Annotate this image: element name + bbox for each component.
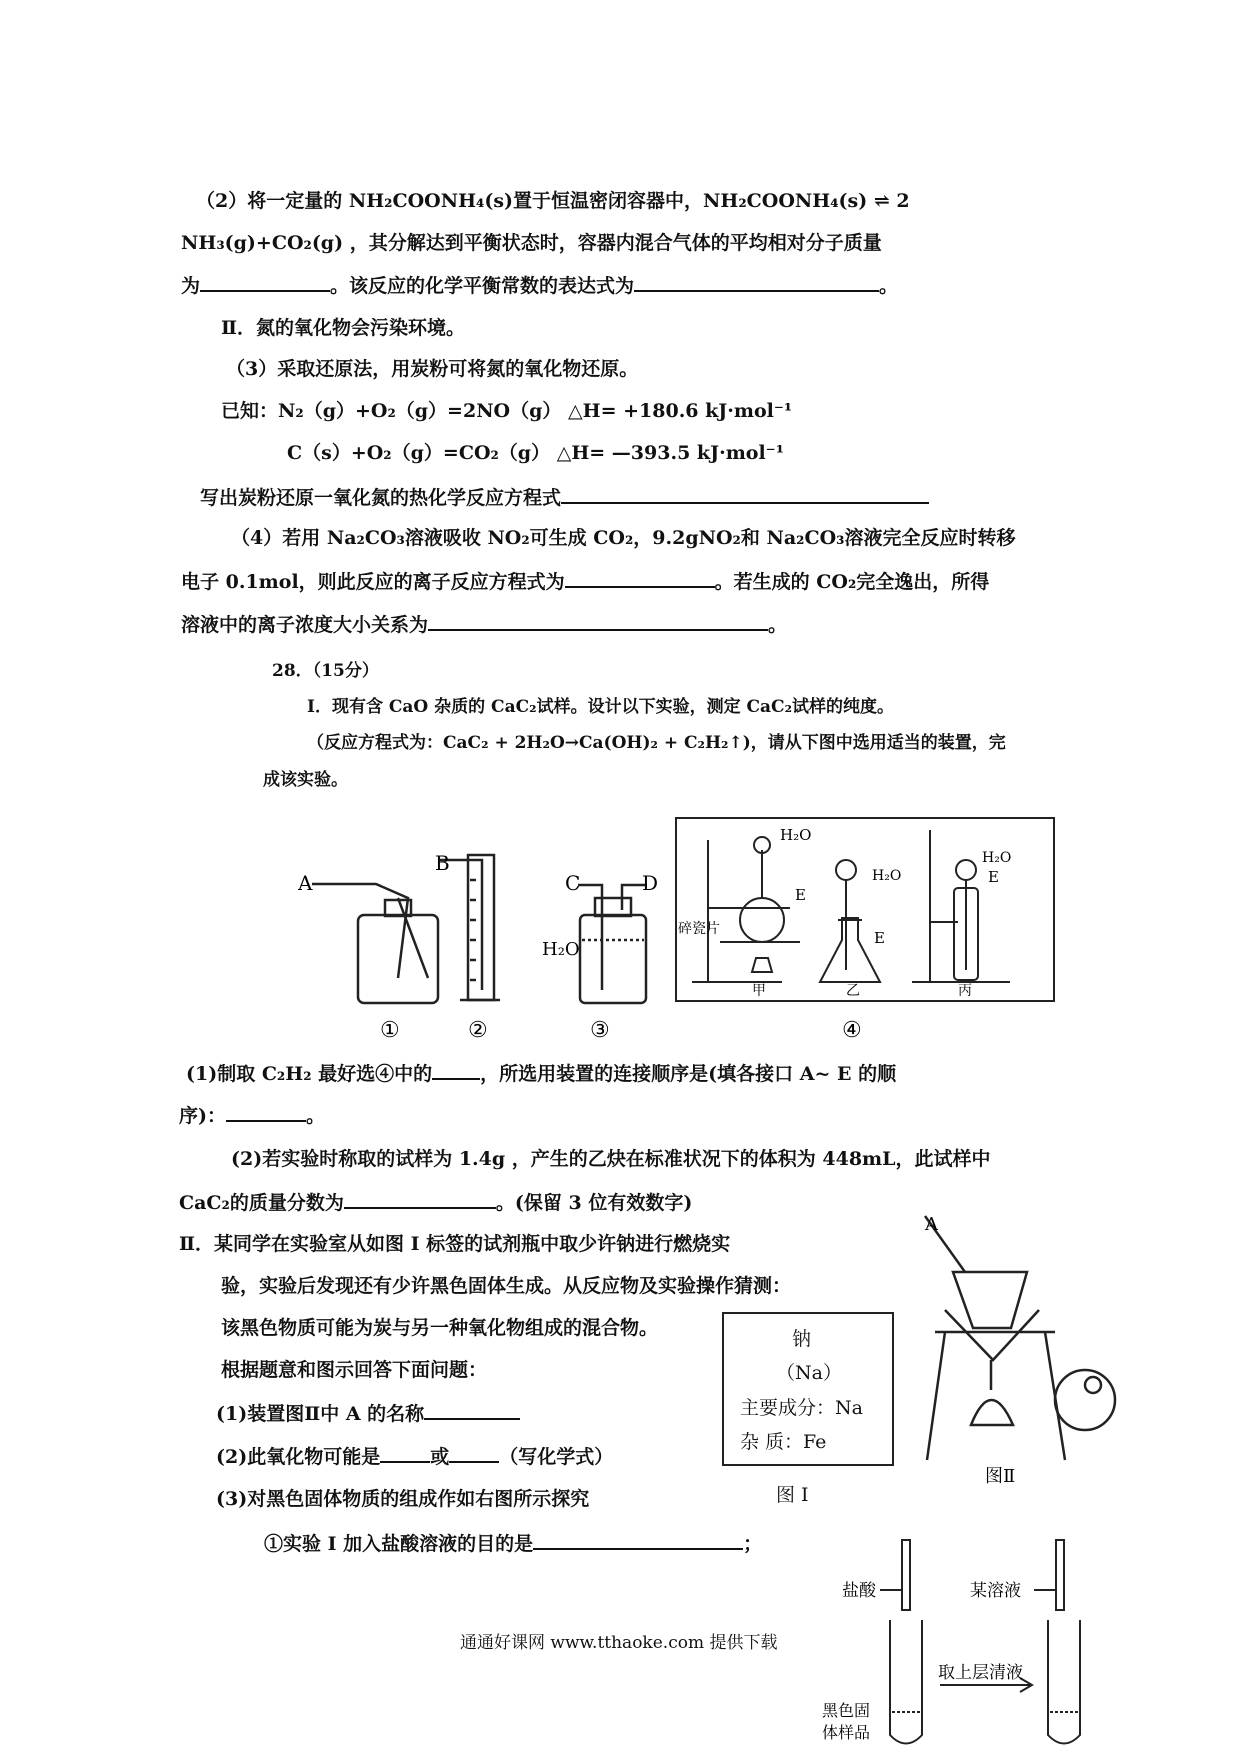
device-4-box — [676, 818, 1054, 1001]
text: 或 — [430, 1446, 450, 1468]
text: 。 — [768, 614, 788, 636]
q28-q2-line1: (2)若实验时称取的试样为 1.4g ，产生的乙炔在标准状况下的体积为 448mL，此试样中 — [231, 1148, 991, 1170]
apparatus-figure — [290, 800, 1060, 1050]
label-line-4: 杂 质：Fe — [740, 1431, 827, 1453]
test-tube-2 — [1048, 1620, 1080, 1744]
answer-blank[interactable] — [634, 272, 879, 292]
text: 写出炭粉还原一氧化氮的热化学反应方程式 — [200, 487, 562, 509]
q28-ii-q3: (3)对黑色固体物质的组成作如右图所示探究 — [216, 1488, 590, 1510]
label-D: D — [642, 871, 659, 895]
text: 电子 0.1mol，则此反应的离子反应方程式为 — [181, 571, 565, 593]
text: ①实验 I 加入盐酸溶液的目的是 — [264, 1533, 534, 1555]
answer-blank[interactable] — [344, 1189, 496, 1209]
text: 序)： — [179, 1105, 226, 1127]
q28-intro-3: 成该实验。 — [263, 770, 348, 790]
num-4: ④ — [842, 1018, 862, 1043]
q28-ii-q1 — [216, 1400, 520, 1427]
device-4-yi — [820, 860, 880, 982]
q28-ii-line4: 根据题意和图示回答下面问题： — [221, 1359, 488, 1381]
text: 。(保留 3 位有效数字) — [495, 1192, 693, 1214]
q27-part4-line2 — [181, 568, 989, 595]
q27-part4-line3 — [181, 611, 787, 638]
text: CaC₂的质量分数为 — [179, 1192, 344, 1214]
label-C: C — [565, 871, 581, 895]
known-equation-2: C（s）+O₂（g）=CO₂（g） △H= —393.5 kJ·mol⁻¹ — [287, 442, 785, 464]
answer-blank[interactable] — [428, 611, 768, 631]
label-line-3: 主要成分：Na — [740, 1397, 863, 1419]
bing-E: E — [988, 868, 999, 886]
answer-blank[interactable] — [565, 568, 715, 588]
hcl-label: 盐酸 — [842, 1581, 876, 1601]
q27-part3: （3）采取还原法，用炭粉可将氮的氧化物还原。 — [226, 358, 639, 380]
q27-part4-line1: （4）若用 Na₂CO₃溶液吸收 NO₂可生成 CO₂，9.2gNO₂和 Na₂CO₃溶液完全反应时转移 — [231, 527, 1016, 549]
text: (1)装置图Ⅱ中 A 的名称 — [216, 1403, 425, 1425]
q28-ii-line1: Ⅱ．某同学在实验室从如图 I 标签的试剂瓶中取少许钠进行燃烧实 — [179, 1233, 731, 1255]
answer-blank[interactable] — [380, 1443, 430, 1463]
label-yi: 乙 — [846, 983, 860, 999]
figure-2-caption: 图Ⅱ — [985, 1466, 1016, 1487]
q28-ii-q2 — [216, 1443, 613, 1470]
crucible-lid — [1055, 1370, 1115, 1430]
text: 为 — [181, 275, 201, 297]
answer-blank[interactable] — [533, 1530, 743, 1550]
dropper-2 — [1056, 1540, 1064, 1610]
answer-blank[interactable] — [424, 1400, 520, 1420]
sample-label-2: 体样品 — [822, 1723, 871, 1742]
bing-h2o: H₂O — [982, 850, 1012, 866]
crucible — [953, 1272, 1027, 1328]
label-jia: 甲 — [752, 983, 766, 999]
label-A: A — [298, 871, 313, 895]
q28-q1-line2 — [179, 1102, 325, 1129]
answer-blank[interactable] — [449, 1443, 499, 1463]
q28-q2-line2 — [179, 1189, 692, 1216]
jia-E: E — [795, 886, 806, 904]
figure-1-caption: 图 I — [776, 1484, 809, 1506]
q27-part2-line3 — [181, 272, 898, 299]
crushed-porcelain: 碎瓷片 — [678, 921, 720, 937]
q28-intro-1: Ⅰ．现有含 CaO 杂质的 CaC₂试样。设计以下实验，测定 CaC₂试样的纯度。 — [307, 697, 895, 717]
alcohol-lamp — [971, 1400, 1013, 1425]
text: (2)此氧化物可能是 — [216, 1446, 381, 1468]
q27-write-equation — [200, 484, 929, 511]
label-line-2: （Na） — [776, 1362, 842, 1384]
num-3: ③ — [590, 1018, 610, 1043]
text: ； — [743, 1533, 763, 1555]
device-1-bottle — [312, 884, 438, 1003]
test-tube-1 — [890, 1620, 922, 1744]
device-3-washing-bottle — [578, 885, 646, 1003]
text: (1)制取 C₂H₂ 最好选④中的 — [186, 1063, 433, 1085]
text: 溶液中的离子浓度大小关系为 — [181, 614, 429, 636]
answer-blank[interactable] — [200, 272, 330, 292]
q28-heading: 28．（15分） — [272, 661, 379, 681]
text: 。 — [306, 1105, 326, 1127]
answer-blank[interactable] — [432, 1060, 480, 1080]
section-ii-heading: Ⅱ．氮的氧化物会污染环境。 — [221, 317, 466, 339]
q28-intro-2: （反应方程式为：CaC₂ + 2H₂O→Ca(OH)₂ + C₂H₂↑)，请从下图中选用适当的装置，完 — [307, 733, 1006, 753]
answer-blank[interactable] — [561, 484, 929, 504]
text: 。该反应的化学平衡常数的表达式为 — [330, 275, 635, 297]
q28-ii-line3: 该黑色物质可能为炭与另一种氧化物组成的混合物。 — [221, 1317, 659, 1339]
q28-q1-line1 — [186, 1060, 896, 1087]
label-line-1: 钠 — [792, 1328, 812, 1350]
take-supernatant-label: 取上层清液 — [938, 1663, 1023, 1683]
text: 。 — [879, 275, 899, 297]
num-1: ① — [380, 1018, 400, 1043]
device-4-jia — [692, 837, 800, 982]
text: ，所选用装置的连接顺序是(填各接口 A~ E 的顺 — [480, 1063, 897, 1085]
figure-2-label-A: A — [925, 1214, 938, 1235]
figure-2-apparatus — [915, 1210, 1125, 1500]
device-2-cylinder — [440, 855, 500, 1000]
some-solution-label: 某溶液 — [970, 1581, 1021, 1601]
jia-h2o: H₂O — [780, 826, 812, 844]
label-h2o: H₂O — [542, 939, 580, 960]
label-bing: 丙 — [958, 983, 972, 999]
yi-h2o: H₂O — [872, 868, 902, 884]
q28-ii-q3-1 — [264, 1530, 762, 1557]
footer-credit: 通通好课网 www.tthaoke.com 提供下载 — [460, 1633, 778, 1653]
dropper-1 — [902, 1540, 910, 1610]
sample-label-1: 黑色固 — [822, 1701, 871, 1720]
text: 。若生成的 CO₂完全逸出，所得 — [714, 571, 990, 593]
test-tube-figure — [820, 1520, 1120, 1754]
yi-E: E — [874, 929, 885, 947]
q27-part2-line2: NH₃(g)+CO₂(g) ，其分解达到平衡状态时，容器内混合气体的平均相对分子质量 — [181, 232, 882, 254]
text: （写化学式） — [499, 1446, 614, 1468]
reagent-label-box — [722, 1312, 894, 1466]
known-equation-1: 已知：N₂（g）+O₂（g）=2NO（g） △H= +180.6 kJ·mol⁻¹ — [221, 400, 793, 422]
label-B: B — [435, 851, 450, 875]
answer-blank[interactable] — [226, 1102, 306, 1122]
q28-ii-line2: 验，实验后发现还有少许黑色固体生成。从反应物及实验操作猜测： — [221, 1275, 792, 1297]
q27-part2-line1: （2）将一定量的 NH₂COONH₄(s)置于恒温密闭容器中，NH₂COONH₄(s) ⇌ 2 — [196, 190, 910, 212]
num-2: ② — [468, 1018, 488, 1043]
